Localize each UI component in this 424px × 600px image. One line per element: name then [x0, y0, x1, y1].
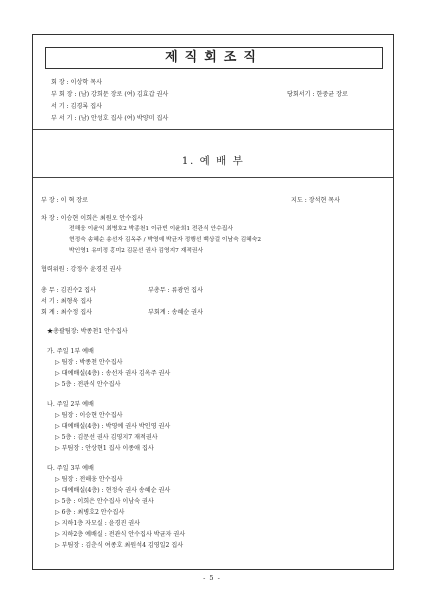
service-3-item: ▷ 부팀장 : 김춘식 여종호 최원석4 김영일2 집사 — [55, 542, 184, 549]
page-number: - 5 - — [203, 574, 221, 582]
page-frame — [32, 34, 394, 570]
lead-team: ★총괄팀장: 박종천1 안수집사 — [47, 328, 128, 335]
deputies-line-2: 전해웅 이윤익 최병호2 박종천1 이규빈 이윤희1 전관식 안수집사 — [69, 226, 233, 232]
vice-general-manager: 부총무 : 류광언 집사 — [148, 287, 203, 294]
service-2-item: ▷ 5층 : 김문선 권사 김영지7 재적권사 — [55, 434, 158, 441]
service-1-item: ▷ 대예배실(4층) : 송선자 권사 김옥주 권사 — [55, 370, 171, 377]
page-title: 제직회조직 — [45, 47, 383, 69]
dept-director: 지도 : 장석현 목사 — [291, 197, 341, 204]
advisors-line: 협력위원 : 강정수 윤경진 권사 — [41, 266, 122, 273]
divider-top — [33, 129, 393, 130]
deputies-line-3: 현정숙 송혜순 송선자 김옥주 / 박영예 박균자 정행선 백상걸 이남숙 김혜숙2 — [69, 237, 262, 243]
dept-secretary: 서 기 : 최형욱 집사 — [41, 298, 93, 305]
dept-head: 부 장 : 이 혁 장로 — [41, 197, 89, 204]
service-3-item: ▷ 대예배실(4층) : 현정숙 권사 송혜순 권사 — [55, 487, 171, 494]
service-2-title: 나. 주일 2부 예배 — [47, 401, 94, 408]
deputies-line-4: 박인영1 유미정 홍미2 김문선 권사 김영지7 재적권사 — [69, 248, 204, 254]
secretary-line: 서 기 : 김경록 집사 — [51, 103, 103, 110]
service-3-item: ▷ 팀장 : 전해웅 안수집사 — [55, 476, 123, 483]
section-heading: 1. 예 배 부 — [181, 155, 245, 167]
vice-secretary-line: 부 서 기 : (남) 안성호 집사 (여) 박양미 집사 — [51, 115, 169, 122]
service-3-title: 다. 주일 3부 예배 — [47, 465, 94, 472]
service-1-item: ▷ 5층 : 전관식 안수집사 — [55, 381, 121, 388]
service-3-item: ▷ 6층 : 최병호2 안수집사 — [55, 509, 125, 516]
chair-line: 회 장 : 이상학 목사 — [51, 79, 103, 86]
session-clerk-line: 당회서기 : 한중균 장로 — [287, 91, 348, 98]
service-3-item: ▷ 지하2층 예배실 : 전관식 안수집사 박균자 권사 — [55, 531, 186, 538]
service-2-item: ▷ 대예배실(4층) : 박영예 권사 박인영 권사 — [55, 423, 171, 430]
service-3-item: ▷ 지하1층 자모실 : 윤경진 권사 — [55, 520, 141, 527]
treasurer: 회 계 : 최수정 집사 — [41, 309, 93, 316]
service-2-item: ▷ 부팀장 : 안상현1 집사 이종애 집사 — [55, 445, 154, 452]
service-1-item: ▷ 팀장 : 박종천 안수집사 — [55, 359, 123, 366]
service-2-item: ▷ 팀장 : 이승현 안수집사 — [55, 412, 123, 419]
vice-treasurer: 부회계 : 송혜순 권사 — [148, 309, 203, 316]
general-manager: 총 무 : 김진수2 집사 — [41, 287, 96, 294]
service-1-title: 가. 주일 1부 예배 — [47, 348, 94, 355]
service-3-item: ▷ 5층 : 이희은 안수집사 이남숙 권사 — [55, 498, 154, 505]
divider-section — [33, 177, 393, 178]
deputies-line-1: 차 장 : 이승현 이희은 최원오 안수집사 — [41, 215, 143, 222]
vice-chair-line: 부 회 장 : (남) 강희문 장로 (여) 김효갑 권사 — [51, 91, 169, 98]
